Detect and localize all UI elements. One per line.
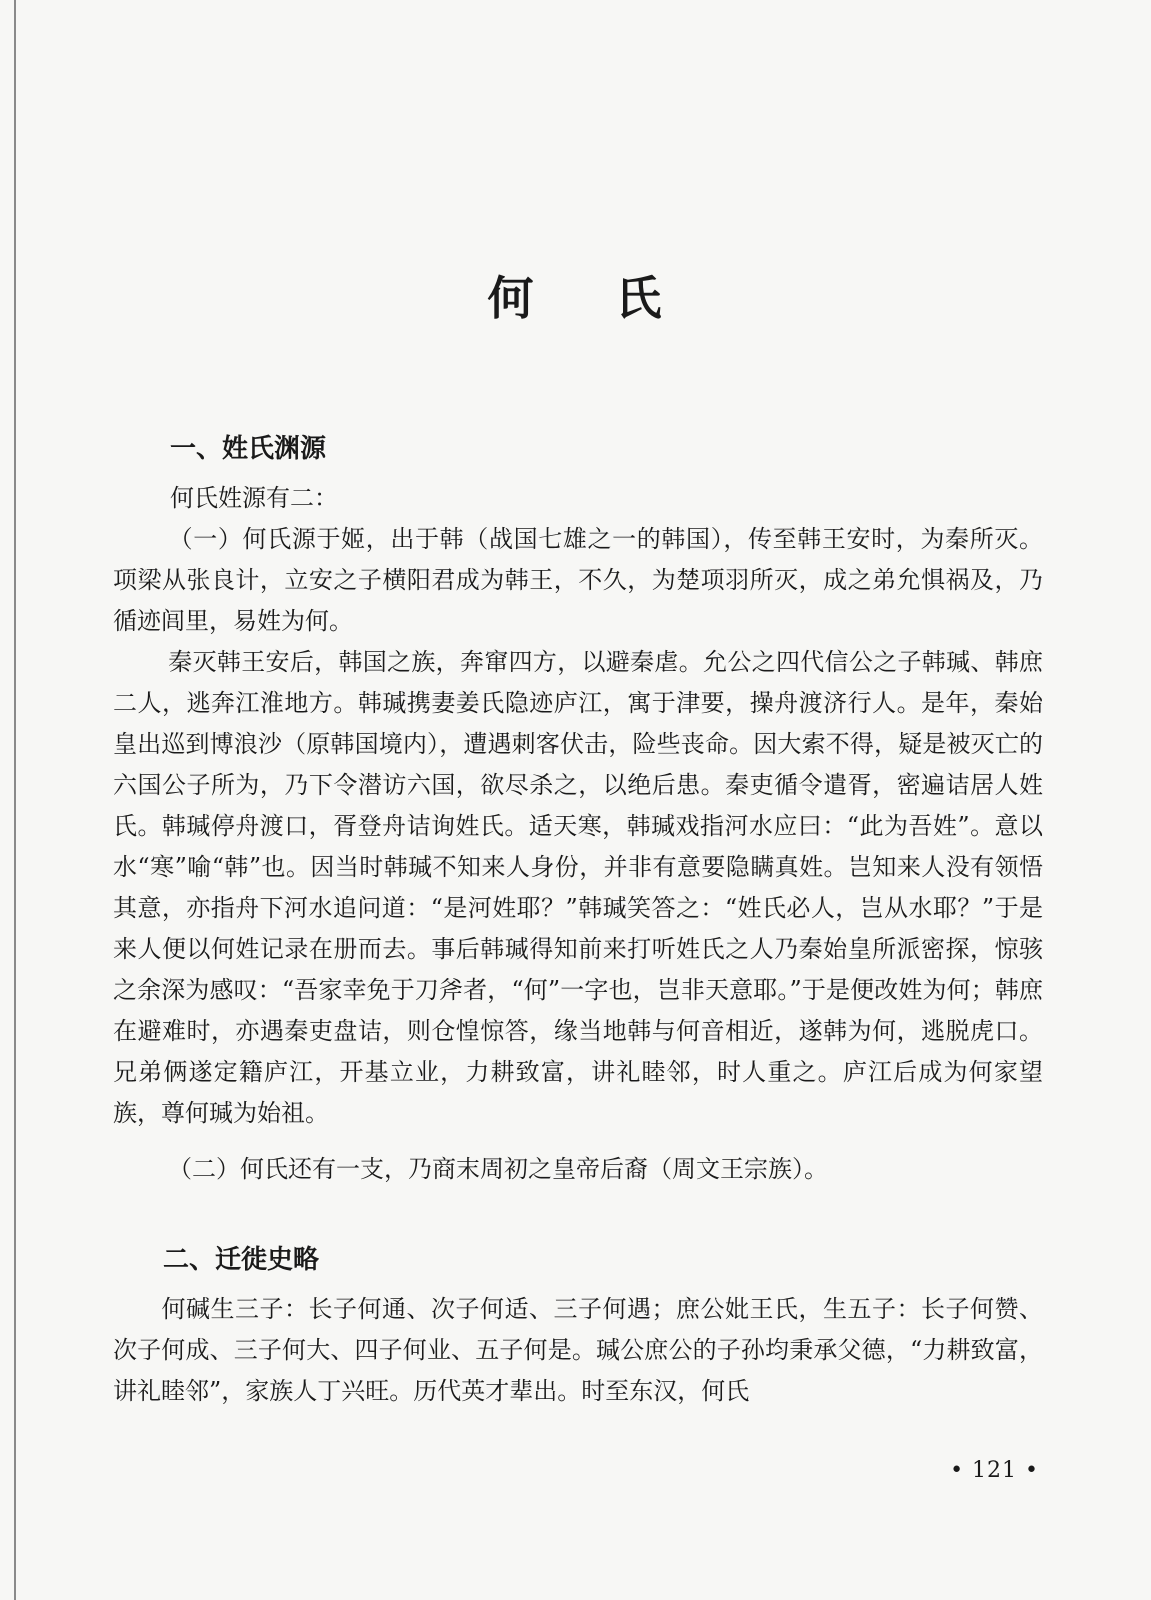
paragraph-text: 何碱生三子：长子何通、次子何适、三子何遇；庶公妣王氏，生五子：长子何赞、次子何成、三子何大、四子何业、五子何是。瑊公庶公的子孙均秉承父德，“力耕致富，讲礼睦邻”，家族人丁兴旺。历代英才辈出。时至东汉，何氏 <box>113 1295 1043 1405</box>
title-char-2: 氏 <box>615 271 664 325</box>
paragraph-text: （二）何氏还有一支，乃商末周初之皇帝后裔（周文王宗族）。 <box>168 1155 828 1183</box>
section-heading-migration: 二、迁徙史略 <box>163 1245 320 1275</box>
paragraph-origin-2 <box>113 642 1043 1134</box>
paragraph-text: 秦灭韩王安后，韩国之族，奔窜四方，以避秦虐。允公之四代信公之子韩瑊、韩庶二人，逃奔江淮地方。韩瑊携妻姜氏隐迹庐江，寓于津要，操舟渡济行人。是年，秦始皇出巡到博浪沙（原韩国境内），遭遇刺客伏击，险些丧命。因大索不得，疑是被灭亡的六国公子所为，乃下令潜访六国，欲尽杀之，以绝后患。秦吏循令遣胥，密遍诘居人姓氏。韩瑊停舟渡口，胥登舟诘询姓氏。适天寒，韩瑊戏指河水应曰：“此为吾姓”。意以水“寒”喻“韩”也。因当时韩瑊不知来人身份，并非有意要隐瞒真姓。岂知来人没有领悟其意，亦指舟下河水追问道：“是河姓耶？”韩瑊笑答之：“姓氏必人，岂从水耶？”于是来人便以何姓记录在册而去。事后韩瑊得知前来打听姓氏之人乃秦始皇所派密探，惊骇之余深为感叹：“吾家幸免于刀斧者，“何”一字也，岂非天意耶。”于是便改姓为何；韩庶在避难时，亦遇秦吏盘诘，则仓惶惊答，缘当地韩与何音相近，遂韩为何，逃脱虎口。兄弟俩遂定籍庐江，开基立业，力耕致富，讲礼睦邻，时人重之。庐江后成为何家望族，尊何瑊为始祖。 <box>113 648 1043 1127</box>
page-title <box>0 262 1151 328</box>
paragraph-text: （一）何氏源于姬，出于韩（战国七雄之一的韩国），传至韩王安时，为秦所灭。项梁从张良计，立安之子横阳君成为韩王，不久，为楚项羽所灭，成之弟允惧祸及，乃循迹闾里，易姓为何。 <box>113 525 1043 635</box>
page-number: • 121 • <box>950 1458 1039 1483</box>
page-edge-line <box>14 0 16 1600</box>
paragraph-origin-3 <box>113 1149 1043 1190</box>
paragraph-migration-1 <box>113 1289 1043 1412</box>
paragraph-origin-1 <box>113 519 1043 642</box>
title-char-1: 何 <box>487 271 536 325</box>
section-intro: 何氏姓源有二： <box>170 484 338 512</box>
section-heading-origin: 一、姓氏渊源 <box>170 434 327 464</box>
